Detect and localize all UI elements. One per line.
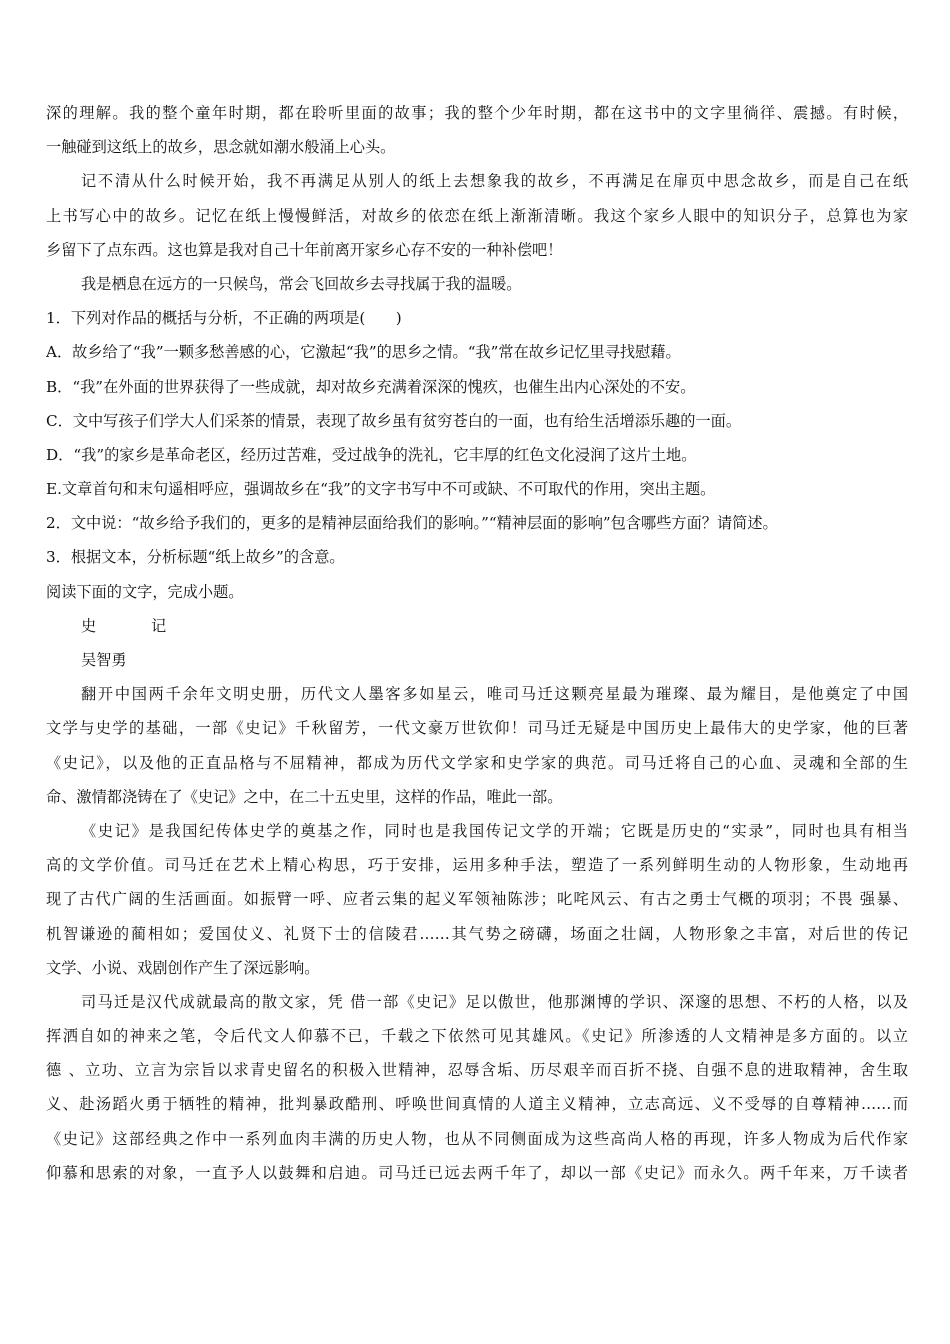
option-a: A．故乡给了“我”一颗多愁善感的心，它激起“我”的思乡之情。“我”常在故乡记忆里寻找慰藉。 xyxy=(46,343,681,362)
passage-line: 机智谦逊的蔺相如；爱国仗义、礼贤下士的信陵君……其气势之磅礴，场面之壮阔，人物形象之丰富，对后世的传记 xyxy=(46,924,908,943)
document-page xyxy=(46,96,908,1190)
passage-line: 文学、小说、戏剧创作产生了深远影响。 xyxy=(46,958,320,977)
passage-line: 《史记》这部经典之作中一系列血肉丰满的历史人物，也从不同侧面成为这些高尚人格的再现，许多人物成为后代作家 xyxy=(46,1129,908,1148)
reading-instruction: 阅读下面的文字，完成小题。 xyxy=(46,582,244,601)
passage-title-char: 史 xyxy=(81,616,97,635)
option-b: B．“我”在外面的世界获得了一些成就，却对故乡充满着深深的愧疚，也催生出内心深处的不安。 xyxy=(46,377,696,396)
option-c: C．文中写孩子们学大人们采茶的情景，表现了故乡虽有贫穷苍白的一面，也有给生活增添乐趣的一面。 xyxy=(46,411,742,430)
passage-line: 高的文学价值。司马迁在艺术上精心构思，巧于安排，运用多种手法，塑造了一系列鲜明生动的人物形象，生动地再 xyxy=(46,856,908,875)
passage-line: 乡留下了点东西。这也算是我对自己十年前离开家乡心存不安的一种补偿吧！ xyxy=(46,240,563,259)
passage-line: 命、激情都浇铸在了《史记》之中，在二十五史里，这样的作品，唯此一部。 xyxy=(46,787,563,806)
passage-line: 义、赴汤蹈火勇于牺牲的精神，批判暴政酷刑、呼唤世间真情的人道主义精神，立志高远、义不受辱的自尊精神……而 xyxy=(46,1095,908,1114)
passage-line: 《史记》，以及他的正直品格与不屈精神，都成为历代文学家和史学家的典范。司马迁将自己的心血、灵魂和全部的生 xyxy=(46,753,908,772)
option-d: D．“我”的家乡是革命老区，经历过苦难，受过战争的洗礼，它丰厚的红色文化浸润了这片土地。 xyxy=(46,445,697,464)
passage-title xyxy=(46,609,908,643)
option-e: E.文章首句和末句遥相呼应，强调故乡在“我”的文字书写中不可或缺、不可取代的作用，突出主题。 xyxy=(46,480,716,499)
passage-line: 记不清从什么时候开始，我不再满足从别人的纸上去想象我的故乡，不再满足在扉页中思念故乡，而是自己在纸 xyxy=(81,172,908,191)
passage-line: 上书写心中的故乡。记忆在纸上慢慢鲜活，对故乡的依恋在纸上渐渐清晰。我这个家乡人眼中的知识分子，总算也为家 xyxy=(46,206,908,225)
passage-line: 一触碰到这纸上的故乡，思念就如潮水般涌上心头。 xyxy=(46,138,396,157)
passage-line: 深的理解。我的整个童年时期，都在聆听里面的故事；我的整个少年时期，都在这书中的文字里徜徉、震撼。有时候， xyxy=(46,104,908,122)
question-1: 1．下列对作品的概括与分析，不正确的两项是( ) xyxy=(46,309,402,328)
passage-line: 现了古代广阔的生活画面。如振臂一呼、应者云集的起义军领袖陈涉；叱咤风云、有古之勇士气概的项羽；不畏 强暴、 xyxy=(46,890,908,909)
passage-line: 挥洒自如的神来之笔，令后代文人仰慕不已，千载之下依然可见其雄风。《史记》所渗透的人文精神是多方面的。以立 xyxy=(46,1027,908,1046)
passage-line: 翻开中国两千余年文明史册，历代文人墨客多如星云，唯司马迁这颗亮星最为璀璨、最为耀目，是他奠定了中国 xyxy=(81,685,908,704)
passage-line: 德 、立功、立言为宗旨以求青史留名的积极入世精神，忍辱含垢、历尽艰辛而百折不挠、自强不息的进取精神，舍生取 xyxy=(46,1061,908,1080)
passage-line: 文学与史学的基础，一部《史记》千秋留芳，一代文豪万世钦仰！司马迁无疑是中国历史上最伟大的史学家，他的巨著 xyxy=(46,719,908,738)
passage-line: 司马迁是汉代成就最高的散文家，凭 借一部《史记》足以傲世，他那渊博的学识、深邃的思想、不朽的人格，以及 xyxy=(81,992,908,1011)
passage-title-char: 记 xyxy=(151,616,167,635)
question-2: 2．文中说：“故乡给予我们的，更多的是精神层面给我们的影响。”“精神层面的影响”包含哪些方面？请简述。 xyxy=(46,514,778,533)
passage-line: 仰慕和思索的对象，一直予人以鼓舞和启迪。司马迁已远去两千年了，却以一部《史记》而永久。两千年来，万千读者 xyxy=(46,1163,908,1182)
passage-author: 吴智勇 xyxy=(81,651,127,669)
passage-line: 我是栖息在远方的一只候鸟，常会飞回故乡去寻找属于我的温暖。 xyxy=(81,274,522,293)
passage-line: 《史记》是我国纪传体史学的奠基之作，同时也是我国传记文学的开端；它既是历史的“实录”，同时也具有相当 xyxy=(81,821,908,840)
question-3: 3．根据文本，分析标题“纸上故乡”的含意。 xyxy=(46,548,345,567)
